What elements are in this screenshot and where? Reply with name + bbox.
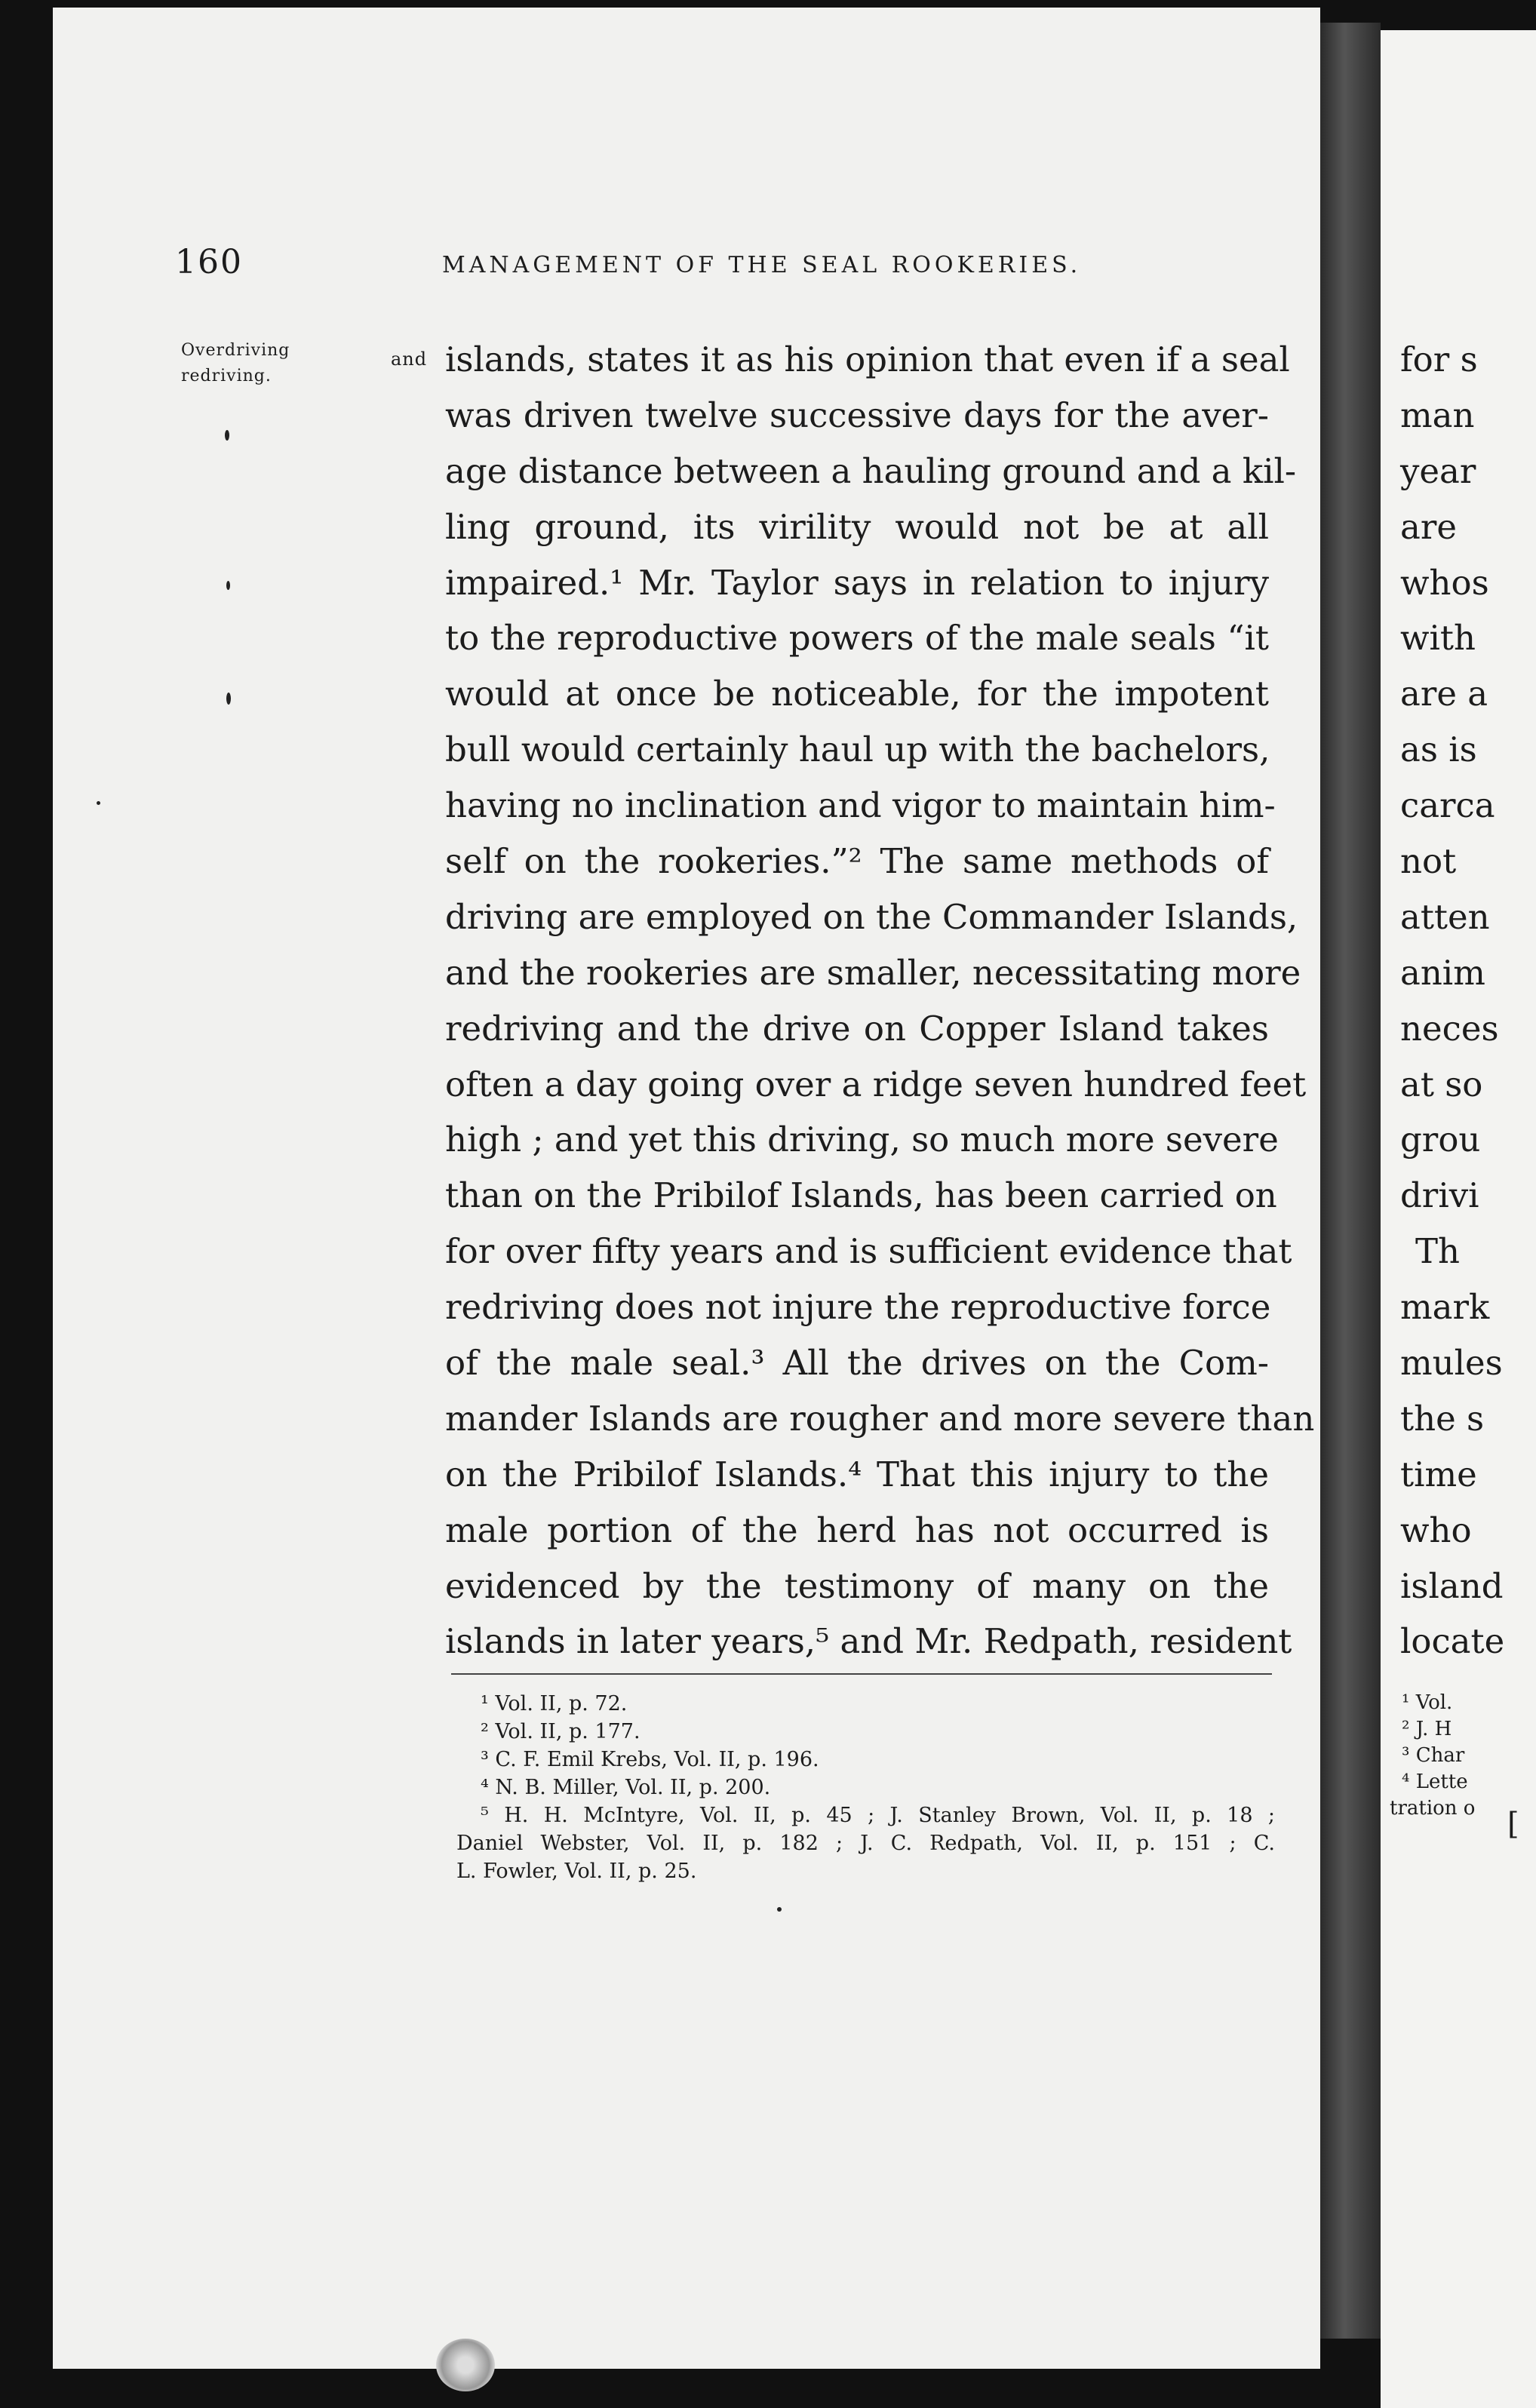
body-line: than on the Pribilof Islands, has been carried on xyxy=(445,1175,1277,1216)
right-page-line: not xyxy=(1400,841,1457,882)
body-line: would at once be noticeable, for the impotent xyxy=(445,674,1269,714)
right-page-line: as is xyxy=(1400,729,1477,770)
footnote-line: ³ C. F. Emil Krebs, Vol. II, p. 196. xyxy=(481,1748,819,1771)
body-line: impaired.¹ Mr. Taylor says in relation to injury xyxy=(445,562,1269,603)
footnote-line: L. Fowler, Vol. II, p. 25. xyxy=(456,1860,697,1883)
footnote-line: ⁵ H. H. McIntyre, Vol. II, p. 45 ; J. Stanley Brown, Vol. II, p. 18 ; xyxy=(481,1804,1275,1827)
body-line: of the male seal.³ All the drives on the Com- xyxy=(445,1343,1269,1384)
scan-speck xyxy=(226,581,230,590)
body-line: ling ground, its virility would not be at all xyxy=(445,506,1269,547)
right-page-line: at so xyxy=(1400,1064,1483,1104)
body-line: high ; and yet this driving, so much more severe xyxy=(445,1120,1279,1160)
right-page-line: island xyxy=(1400,1565,1504,1606)
body-line: evidenced by the testimony of many on the xyxy=(445,1565,1269,1606)
right-page-line: locate xyxy=(1400,1621,1505,1662)
right-page-line: with xyxy=(1400,618,1476,659)
body-line: and islands, states it as his opinion that even if a seal xyxy=(445,332,1269,388)
sidenote-line-1: Overdriving xyxy=(181,341,290,360)
body-line: to the reproductive powers of the male seals “it xyxy=(445,618,1269,659)
right-page-footnote: ⁴ Lette xyxy=(1402,1771,1468,1793)
right-page-line: year xyxy=(1400,450,1476,491)
right-page-line: drivi xyxy=(1400,1175,1479,1216)
running-head: MANAGEMENT OF THE SEAL ROOKERIES. xyxy=(442,252,1082,278)
body-line: for over fifty years and is sufficient evidence that xyxy=(445,1231,1292,1272)
footnote-line: ² Vol. II, p. 177. xyxy=(481,1720,641,1743)
body-text xyxy=(391,332,1315,1669)
right-page-line: mark xyxy=(1400,1287,1490,1328)
right-page xyxy=(1381,30,1536,2408)
right-page-line: grou xyxy=(1400,1120,1481,1160)
body-line: age distance between a hauling ground and a kil- xyxy=(445,450,1297,491)
scan-speck xyxy=(225,430,229,441)
scan-smudge xyxy=(436,2339,495,2391)
footnote-rule xyxy=(451,1673,1272,1675)
right-page-line: are a xyxy=(1400,674,1488,714)
right-page-line: who xyxy=(1400,1510,1472,1550)
body-line: self on the rookeries.”² The same methods of xyxy=(445,841,1269,882)
scan-speck xyxy=(226,693,231,705)
body-line: driving are employed on the Commander Islands, xyxy=(445,896,1298,937)
right-page-line: time xyxy=(1400,1454,1477,1494)
right-page-line: whos xyxy=(1400,562,1489,603)
body-line: bull would certainly haul up with the bachelors, xyxy=(445,729,1270,770)
right-page-line: mules xyxy=(1400,1343,1503,1384)
scan-speck xyxy=(97,801,100,805)
page-number: 160 xyxy=(175,243,243,281)
book-spine xyxy=(1320,23,1381,2339)
right-page-line: man xyxy=(1400,395,1475,435)
sidenote-lead-in: and xyxy=(391,349,428,370)
right-page-footnote: ² J. H xyxy=(1402,1718,1452,1740)
body-line: and the rookeries are smaller, necessitating more xyxy=(445,952,1301,993)
body-line: redriving does not injure the reproductive force xyxy=(445,1287,1271,1328)
right-page-bracket: [ xyxy=(1507,1807,1519,1841)
body-line: redriving and the drive on Copper Island takes xyxy=(445,1008,1269,1049)
margin-sidenote xyxy=(181,338,355,389)
right-page-footnote: ¹ Vol. xyxy=(1402,1691,1453,1714)
right-page-line: atten xyxy=(1400,896,1490,937)
right-page-line: Th xyxy=(1415,1231,1460,1272)
right-page-footnote: tration o xyxy=(1390,1797,1476,1820)
right-page-text xyxy=(1400,332,1504,1669)
right-page-footnotes xyxy=(1390,1690,1475,1822)
body-line: having no inclination and vigor to maintain him- xyxy=(445,785,1276,826)
right-page-line: carca xyxy=(1400,785,1495,826)
body-line: islands in later years,⁵ and Mr. Redpath, resident xyxy=(445,1621,1292,1662)
body-line: male portion of the herd has not occurred is xyxy=(445,1510,1269,1550)
right-page-line: are xyxy=(1400,506,1457,547)
body-line: often a day going over a ridge seven hundred feet xyxy=(445,1064,1307,1104)
right-page-footnote: ³ Char xyxy=(1402,1744,1465,1767)
sidenote-line-2: redriving. xyxy=(181,367,272,385)
body-line: mander Islands are rougher and more severe than xyxy=(445,1398,1315,1439)
footnote-line: ¹ Vol. II, p. 72. xyxy=(481,1692,628,1715)
body-line: on the Pribilof Islands.⁴ That this injury to the xyxy=(445,1454,1269,1494)
footnote-line: Daniel Webster, Vol. II, p. 182 ; J. C. Redpath, Vol. II, p. 151 ; C. xyxy=(456,1832,1275,1855)
scan-speck xyxy=(777,1907,782,1912)
right-page-line: for s xyxy=(1400,339,1478,379)
right-page-line: the s xyxy=(1400,1398,1485,1439)
body-line: was driven twelve successive days for the aver- xyxy=(445,395,1269,435)
footnotes xyxy=(456,1690,1275,1885)
right-page-line: anim xyxy=(1400,952,1485,993)
footnote-line: ⁴ N. B. Miller, Vol. II, p. 200. xyxy=(481,1776,771,1799)
right-page-line: neces xyxy=(1400,1008,1499,1049)
